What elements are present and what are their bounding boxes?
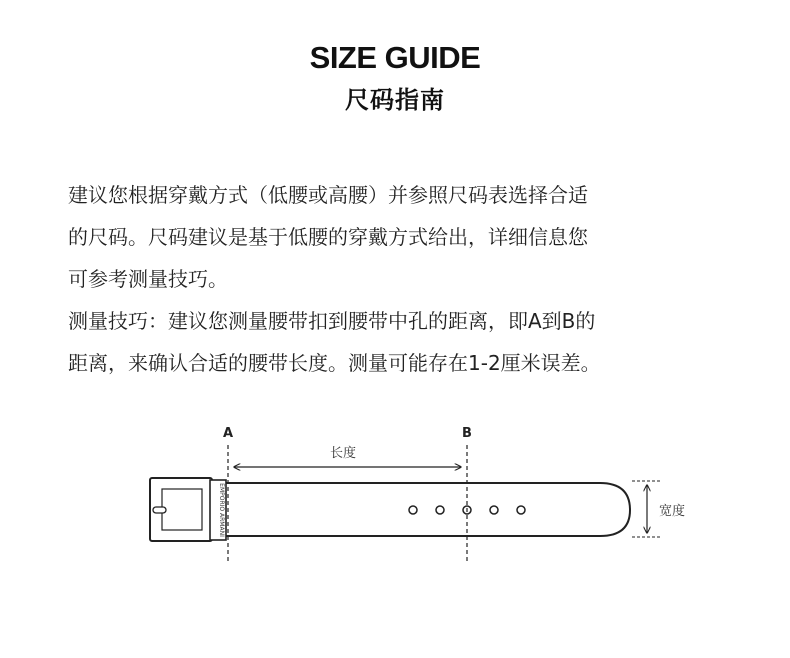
tips-line-1: 测量技巧：建议您测量腰带扣到腰带中孔的距离，即A到B的 [68, 309, 596, 333]
intro-paragraph [68, 174, 728, 300]
keeper-brand-text: EMPORIO ARMANI [218, 483, 225, 537]
belt-hole [436, 506, 444, 514]
buckle-prong [153, 507, 166, 513]
intro-line-1: 建议您根据穿戴方式（低腰或高腰）并参照尺码表选择合适 [68, 183, 588, 207]
tips-paragraph [68, 300, 728, 384]
point-b-label: B [462, 426, 472, 441]
point-a-label: A [222, 426, 234, 441]
belt-diagram [0, 415, 790, 585]
intro-line-3: 可参考测量技巧。 [68, 267, 228, 291]
intro-line-2: 的尺码。尺码建议是基于低腰的穿戴方式给出，详细信息您 [68, 225, 588, 249]
page-title-en: SIZE GUIDE [309, 40, 481, 75]
belt-hole [517, 506, 525, 514]
belt-strap [222, 483, 630, 536]
width-label: 宽度 [659, 504, 686, 519]
belt-hole [490, 506, 498, 514]
belt-hole [409, 506, 417, 514]
tips-line-2: 距离，来确认合适的腰带长度。测量可能存在1-2厘米误差。 [68, 351, 601, 375]
page-title-cn: 尺码指南 [345, 86, 445, 114]
length-label: 长度 [329, 446, 357, 461]
